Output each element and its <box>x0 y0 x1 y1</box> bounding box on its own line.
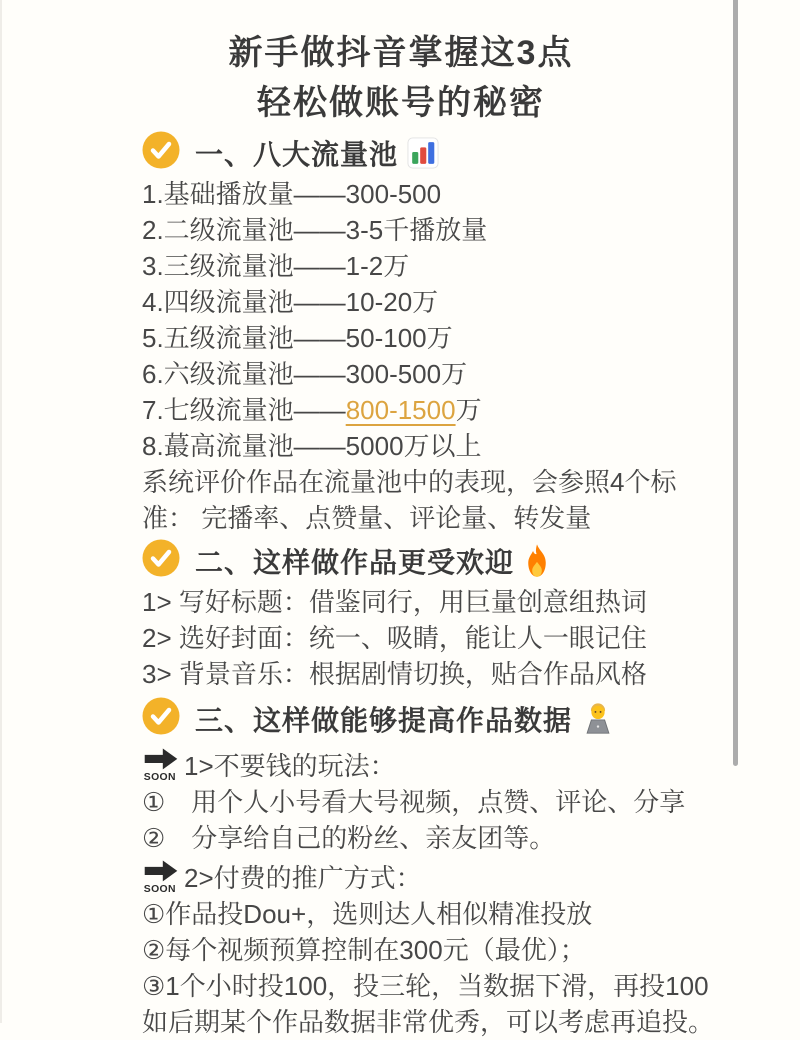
bar-chart-icon <box>407 137 439 169</box>
list-item: 1.基础播放量——300-500 <box>142 179 442 209</box>
section1-title: 一、八大流量池 <box>195 139 399 170</box>
tip-line: 1> 写好标题：借鉴同行，用巨量创意组热词 <box>142 587 647 617</box>
list-item-highlighted <box>142 392 736 428</box>
page-title-line2: 轻松做账号的秘密 <box>257 84 545 122</box>
check-mark-icon <box>142 697 180 742</box>
note-text-line1: 系统评价作品在流量池中的表现，会参照4个标 <box>142 467 677 497</box>
soon-arrow-icon <box>142 856 180 901</box>
note-content <box>2 132 800 1040</box>
section2-title: 二、这样做作品更受欢迎 <box>195 547 515 578</box>
method-line: ①作品投Dou+，选则达人相似精准投放 <box>142 899 593 929</box>
sub1-intro: 1>不要钱的玩法： <box>184 750 396 781</box>
tip-line: 2> 选好封面：统一、吸睛，能让人一眼记住 <box>142 623 647 653</box>
page-title-line1: 新手做抖音掌握这3点 <box>228 34 574 72</box>
technologist-icon <box>581 702 615 736</box>
method-line: ② 分享给自己的粉丝、亲友团等。 <box>142 823 556 853</box>
list-item: 4.四级流量池——10-20万 <box>142 287 439 317</box>
section1-heading <box>142 132 736 174</box>
fire-icon <box>523 543 551 579</box>
soon-intro-line <box>142 744 736 784</box>
method-line: 如后期某个作品数据非常优秀，可以考虑再追投。 <box>142 1007 715 1037</box>
item7-highlight: 800-1500 <box>345 395 456 425</box>
section2-heading <box>142 540 736 582</box>
section3-title: 三、这样做能够提高作品数据 <box>195 705 573 736</box>
check-mark-icon <box>142 131 180 176</box>
sub2-intro: 2>付费的推广方式： <box>184 862 422 893</box>
list-item: 5.五级流量池——50-100万 <box>142 323 453 353</box>
soon-arrow-icon <box>142 744 180 789</box>
method-line: ① 用个人小号看大号视频，点赞、评论、分享 <box>142 787 686 817</box>
soon-label: SOON <box>143 883 176 894</box>
list-item: 2.二级流量池——3-5千播放量 <box>142 215 488 245</box>
list-item: 3.三级流量池——1-2万 <box>142 251 410 281</box>
check-mark-icon <box>142 539 180 584</box>
list-item: 6.六级流量池——300-500万 <box>142 359 468 389</box>
method-line: ③1个小时投100，投三轮，当数据下滑，再投100 <box>142 971 709 1001</box>
scrollbar-thumb[interactable] <box>733 0 738 766</box>
list-item: 8.蕞高流量池——5000万以上 <box>142 431 482 461</box>
tip-line: 3> 背景音乐：根据剧情切换，贴合作品风格 <box>142 659 647 689</box>
page-title <box>2 0 800 128</box>
item7-suffix: 万 <box>455 395 482 425</box>
soon-label: SOON <box>143 771 176 782</box>
soon-intro-line <box>142 856 736 896</box>
item7-prefix: 7.七级流量池—— <box>142 395 346 425</box>
section3-heading <box>142 698 736 740</box>
method-line: ②每个视频预算控制在300元（最优）； <box>142 935 586 965</box>
note-text-line2: 准： 完播率、点赞量、评论量、转发量 <box>142 503 592 533</box>
